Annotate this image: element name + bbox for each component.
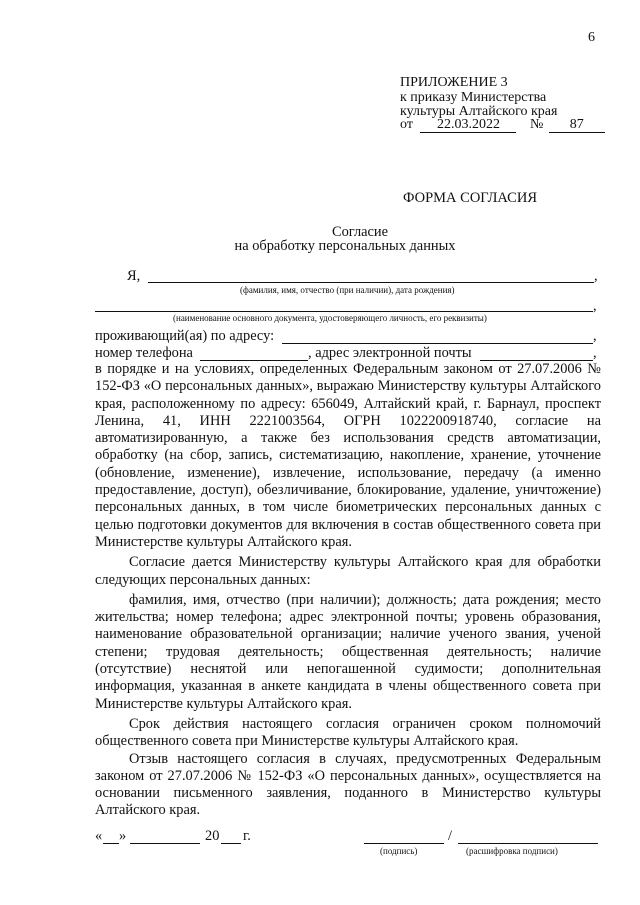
- scope-paragraph: Согласие дается Министерству культуры Алтайского края для обработки следующих персональных данных:: [95, 554, 601, 588]
- data-list-paragraph: фамилия, имя, отчество (при наличии); должность; дата рождения; место жительства; номер телефона; адрес электронной почты; уровень образования, наименование образовательной организации; наличие ученого звания, ученой степени; трудовая деятельность; общественная деятельность; наличие (отсутствие) неснятой или непогашенной судимости; дополнительная информация, указанная в анкете кандидата в члены общественного совета при Министерстве культуры Алтайского края.: [95, 591, 601, 712]
- order-date: 22.03.2022: [420, 118, 516, 133]
- consent-paragraph: в порядке и на условиях, определенных Федеральным законом от 27.07.2006 № 152-ФЗ «О персональных данных», выражаю Министерству культуры Алтайского края, расположенному по адресу: 656049, Алтайский край, г. Барнаул, проспект Ленина, 41, ИНН 2221003564, ОГРН 1022200918740, согласие на автоматизированную, а также без использования средств автоматизации, обработку (на сбор, запись, систематизацию, накопление, хранение, уточнение (обновление, изменение), извлечение, использование, передачу (а именно предоставление, доступ), обезличивание, блокирование, удаление, уничтожение) персональных данных, в том числе биометрических персональных данных с целью подготовки документов для включения в состав общественного совета при Министерстве культуры Алтайского края.: [95, 361, 601, 550]
- month-field[interactable]: [130, 843, 200, 844]
- appendix-date-row: [400, 118, 605, 133]
- email-label: , адрес электронной почты: [308, 345, 472, 361]
- year-prefix: 20: [205, 828, 220, 844]
- date-open-quote: «: [95, 828, 103, 844]
- appendix-line2: к приказу Министерства: [400, 90, 547, 105]
- signature-field[interactable]: [364, 843, 444, 844]
- year-suffix: г.: [243, 828, 251, 844]
- consent-body: [95, 361, 601, 820]
- fio-hint: (фамилия, имя, отчество (при наличии), дата рождения): [240, 285, 455, 295]
- day-field[interactable]: [103, 843, 119, 844]
- withdrawal-paragraph: Отзыв настоящего согласия в случаях, предусмотренных Федеральным законом от 27.07.2006 № 152-ФЗ «О персональных данных», осуществляется на основании письменного заявления, поданного в Министерство культуры Алтайского края.: [95, 750, 601, 819]
- form-title: ФОРМА СОГЛАСИЯ: [403, 190, 537, 206]
- year-field[interactable]: [221, 843, 241, 844]
- document-field[interactable]: [95, 311, 593, 312]
- i-label: Я,: [127, 268, 141, 284]
- comma: ,: [593, 328, 597, 344]
- consent-subtitle: на обработку персональных данных: [234, 238, 456, 254]
- decode-hint: (расшифровка подписи): [466, 846, 558, 856]
- signature-decode-field[interactable]: [458, 843, 598, 844]
- from-label: от: [400, 117, 413, 132]
- slash: /: [448, 828, 452, 844]
- signature-hint: (подпись): [380, 846, 418, 856]
- number-label: №: [529, 117, 544, 132]
- address-label: проживающий(ая) по адресу:: [95, 328, 275, 344]
- fio-field[interactable]: [148, 282, 594, 283]
- page-number: 6: [588, 30, 595, 45]
- phone-label: номер телефона: [95, 345, 193, 361]
- consent-title: Согласие: [331, 224, 388, 240]
- comma: ,: [594, 268, 598, 284]
- order-number: 87: [549, 118, 605, 133]
- comma: ,: [593, 298, 597, 314]
- address-field[interactable]: [282, 343, 593, 344]
- appendix-title: ПРИЛОЖЕНИЕ 3: [400, 75, 508, 90]
- document-hint: (наименование основного документа, удостоверяющего личность, его реквизиты): [173, 313, 487, 323]
- comma: ,: [593, 345, 597, 361]
- date-close-quote: »: [119, 828, 127, 844]
- appendix-line3: культуры Алтайского края: [400, 104, 558, 119]
- term-paragraph: Срок действия настоящего согласия ограничен сроком полномочий общественного совета при Министерстве культуры Алтайского края.: [95, 715, 601, 750]
